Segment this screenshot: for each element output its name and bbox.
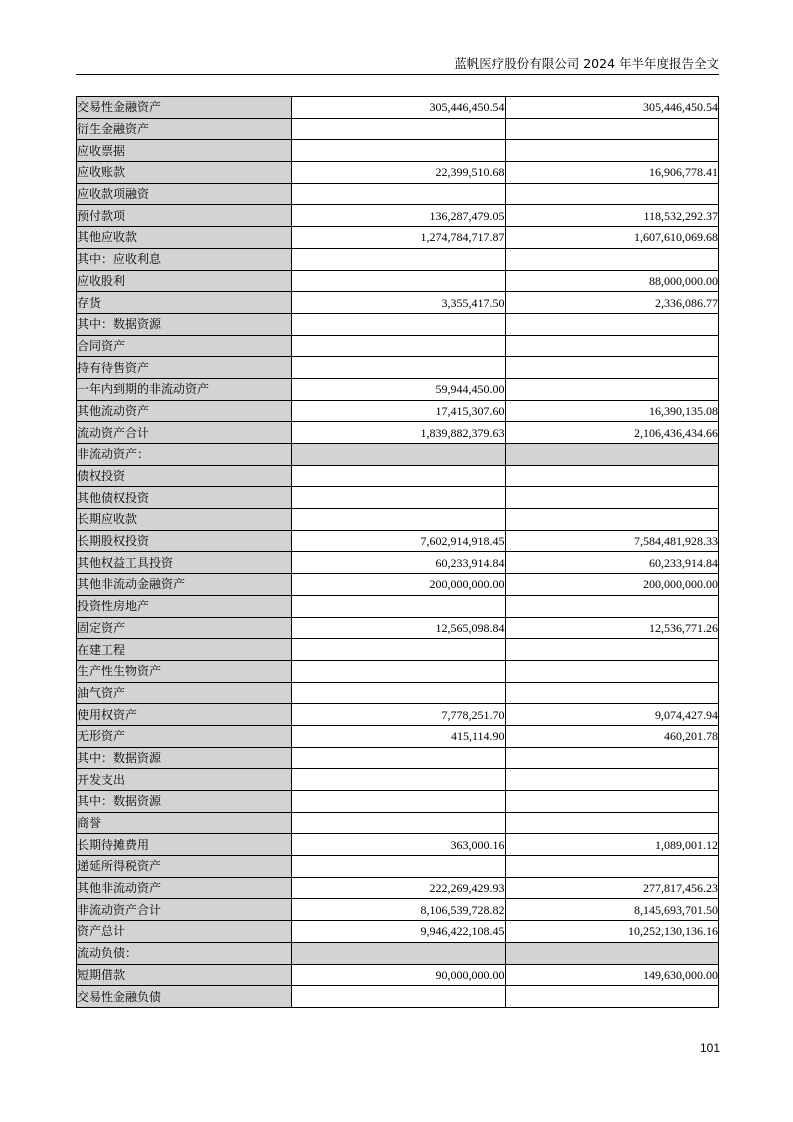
period-end-value: 136,287,479.05 <box>292 205 506 227</box>
row-label: 应收票据 <box>77 140 292 162</box>
prior-year-end-value <box>505 248 719 270</box>
prior-year-end-value <box>505 183 719 205</box>
prior-year-end-value <box>505 357 719 379</box>
period-end-value <box>292 509 506 531</box>
table-row <box>77 704 719 726</box>
row-label: 交易性金融资产 <box>77 97 292 119</box>
row-label: 一年内到期的非流动资产 <box>77 378 292 400</box>
row-label: 长期待摊费用 <box>77 834 292 856</box>
prior-year-end-value <box>505 682 719 704</box>
prior-year-end-value: 10,252,130,136.16 <box>505 921 719 943</box>
table-row <box>77 205 719 227</box>
table-row <box>77 964 719 986</box>
prior-year-end-value <box>505 118 719 140</box>
row-label: 非流动资产合计 <box>77 899 292 921</box>
row-label: 其他应收款 <box>77 227 292 249</box>
row-label: 应收账款 <box>77 162 292 184</box>
prior-year-end-value <box>505 465 719 487</box>
row-label: 存货 <box>77 292 292 314</box>
prior-year-end-value <box>505 942 719 964</box>
row-label: 持有待售资产 <box>77 357 292 379</box>
table-row <box>77 183 719 205</box>
period-end-value <box>292 357 506 379</box>
period-end-value: 200,000,000.00 <box>292 574 506 596</box>
table-row <box>77 986 719 1008</box>
table-row <box>77 747 719 769</box>
balance-sheet-body <box>77 97 719 1008</box>
table-row <box>77 378 719 400</box>
section-header-row <box>77 942 719 964</box>
period-end-value <box>292 660 506 682</box>
table-row <box>77 97 719 119</box>
row-label: 资产总计 <box>77 921 292 943</box>
period-end-value: 60,233,914.84 <box>292 552 506 574</box>
period-end-value <box>292 856 506 878</box>
page-header <box>76 52 719 75</box>
table-row <box>77 118 719 140</box>
report-title: 蓝帆医疗股份有限公司 2024 年半年度报告全文 <box>454 56 719 71</box>
period-end-value <box>292 986 506 1008</box>
prior-year-end-value <box>505 812 719 834</box>
table-row <box>77 292 719 314</box>
prior-year-end-value: 149,630,000.00 <box>505 964 719 986</box>
prior-year-end-value <box>505 986 719 1008</box>
prior-year-end-value <box>505 487 719 509</box>
table-row <box>77 791 719 813</box>
period-end-value <box>292 487 506 509</box>
period-end-value <box>292 444 506 466</box>
period-end-value <box>292 682 506 704</box>
prior-year-end-value <box>505 140 719 162</box>
table-row <box>77 227 719 249</box>
table-row <box>77 812 719 834</box>
row-label: 固定资产 <box>77 617 292 639</box>
row-label: 其他权益工具投资 <box>77 552 292 574</box>
row-label: 在建工程 <box>77 639 292 661</box>
row-label: 短期借款 <box>77 964 292 986</box>
prior-year-end-value: 200,000,000.00 <box>505 574 719 596</box>
prior-year-end-value <box>505 378 719 400</box>
period-end-value <box>292 313 506 335</box>
table-row <box>77 313 719 335</box>
prior-year-end-value: 88,000,000.00 <box>505 270 719 292</box>
row-label: 长期股权投资 <box>77 530 292 552</box>
prior-year-end-value: 9,074,427.94 <box>505 704 719 726</box>
table-row <box>77 617 719 639</box>
prior-year-end-value <box>505 769 719 791</box>
period-end-value: 59,944,450.00 <box>292 378 506 400</box>
period-end-value: 12,565,098.84 <box>292 617 506 639</box>
period-end-value <box>292 270 506 292</box>
period-end-value: 222,269,429.93 <box>292 877 506 899</box>
row-label: 非流动资产： <box>77 444 292 466</box>
table-row <box>77 357 719 379</box>
row-label: 衍生金融资产 <box>77 118 292 140</box>
row-label: 其他债权投资 <box>77 487 292 509</box>
row-label: 其他流动资产 <box>77 400 292 422</box>
prior-year-end-value <box>505 313 719 335</box>
table-row <box>77 856 719 878</box>
row-label: 交易性金融负债 <box>77 986 292 1008</box>
table-row <box>77 769 719 791</box>
period-end-value <box>292 791 506 813</box>
prior-year-end-value: 277,817,456.23 <box>505 877 719 899</box>
period-end-value: 305,446,450.54 <box>292 97 506 119</box>
balance-sheet-table <box>76 96 719 1008</box>
period-end-value <box>292 812 506 834</box>
prior-year-end-value: 118,532,292.37 <box>505 205 719 227</box>
row-label: 递延所得税资产 <box>77 856 292 878</box>
page-number: 101 <box>700 1041 721 1055</box>
prior-year-end-value: 16,906,778.41 <box>505 162 719 184</box>
table-row <box>77 899 719 921</box>
table-row <box>77 921 719 943</box>
period-end-value: 7,602,914,918.45 <box>292 530 506 552</box>
prior-year-end-value <box>505 509 719 531</box>
period-end-value <box>292 595 506 617</box>
row-label: 其中：应收利息 <box>77 248 292 270</box>
prior-year-end-value: 460,201.78 <box>505 725 719 747</box>
table-row <box>77 162 719 184</box>
prior-year-end-value <box>505 639 719 661</box>
row-label: 其中：数据资源 <box>77 791 292 813</box>
table-row <box>77 400 719 422</box>
period-end-value <box>292 335 506 357</box>
prior-year-end-value: 2,106,436,434.66 <box>505 422 719 444</box>
row-label: 应收款项融资 <box>77 183 292 205</box>
row-label: 预付款项 <box>77 205 292 227</box>
period-end-value <box>292 465 506 487</box>
row-label: 生产性生物资产 <box>77 660 292 682</box>
period-end-value: 17,415,307.60 <box>292 400 506 422</box>
prior-year-end-value <box>505 856 719 878</box>
period-end-value: 9,946,422,108.45 <box>292 921 506 943</box>
row-label: 无形资产 <box>77 725 292 747</box>
prior-year-end-value: 1,607,610,069.68 <box>505 227 719 249</box>
period-end-value: 1,839,882,379.63 <box>292 422 506 444</box>
period-end-value: 8,106,539,728.82 <box>292 899 506 921</box>
row-label: 流动负债： <box>77 942 292 964</box>
section-header-row <box>77 444 719 466</box>
prior-year-end-value: 1,089,001.12 <box>505 834 719 856</box>
table-row <box>77 270 719 292</box>
period-end-value: 22,399,510.68 <box>292 162 506 184</box>
row-label: 债权投资 <box>77 465 292 487</box>
period-end-value: 7,778,251.70 <box>292 704 506 726</box>
prior-year-end-value: 2,336,086.77 <box>505 292 719 314</box>
prior-year-end-value: 16,390,135.08 <box>505 400 719 422</box>
table-row <box>77 335 719 357</box>
prior-year-end-value <box>505 747 719 769</box>
period-end-value: 90,000,000.00 <box>292 964 506 986</box>
table-row <box>77 248 719 270</box>
table-row <box>77 595 719 617</box>
table-row <box>77 552 719 574</box>
table-row <box>77 639 719 661</box>
row-label: 长期应收款 <box>77 509 292 531</box>
row-label: 应收股利 <box>77 270 292 292</box>
table-row <box>77 509 719 531</box>
prior-year-end-value <box>505 791 719 813</box>
table-row <box>77 725 719 747</box>
table-row <box>77 660 719 682</box>
table-row <box>77 877 719 899</box>
row-label: 开发支出 <box>77 769 292 791</box>
prior-year-end-value: 7,584,481,928.33 <box>505 530 719 552</box>
row-label: 其中：数据资源 <box>77 313 292 335</box>
row-label: 油气资产 <box>77 682 292 704</box>
period-end-value: 3,355,417.50 <box>292 292 506 314</box>
row-label: 其他非流动金融资产 <box>77 574 292 596</box>
table-row <box>77 422 719 444</box>
table-row <box>77 682 719 704</box>
period-end-value: 415,114.90 <box>292 725 506 747</box>
period-end-value <box>292 747 506 769</box>
row-label: 合同资产 <box>77 335 292 357</box>
row-label: 其中：数据资源 <box>77 747 292 769</box>
row-label: 流动资产合计 <box>77 422 292 444</box>
table-row <box>77 834 719 856</box>
table-row <box>77 465 719 487</box>
period-end-value <box>292 942 506 964</box>
row-label: 商誉 <box>77 812 292 834</box>
prior-year-end-value: 60,233,914.84 <box>505 552 719 574</box>
row-label: 使用权资产 <box>77 704 292 726</box>
period-end-value <box>292 140 506 162</box>
period-end-value <box>292 183 506 205</box>
table-row <box>77 530 719 552</box>
prior-year-end-value <box>505 595 719 617</box>
period-end-value: 363,000.16 <box>292 834 506 856</box>
period-end-value <box>292 118 506 140</box>
prior-year-end-value <box>505 335 719 357</box>
prior-year-end-value: 305,446,450.54 <box>505 97 719 119</box>
table-row <box>77 140 719 162</box>
period-end-value: 1,274,784,717.87 <box>292 227 506 249</box>
table-row <box>77 487 719 509</box>
table-row <box>77 574 719 596</box>
period-end-value <box>292 639 506 661</box>
row-label: 投资性房地产 <box>77 595 292 617</box>
prior-year-end-value <box>505 444 719 466</box>
prior-year-end-value: 12,536,771.26 <box>505 617 719 639</box>
prior-year-end-value: 8,145,693,701.50 <box>505 899 719 921</box>
row-label: 其他非流动资产 <box>77 877 292 899</box>
period-end-value <box>292 769 506 791</box>
period-end-value <box>292 248 506 270</box>
prior-year-end-value <box>505 660 719 682</box>
